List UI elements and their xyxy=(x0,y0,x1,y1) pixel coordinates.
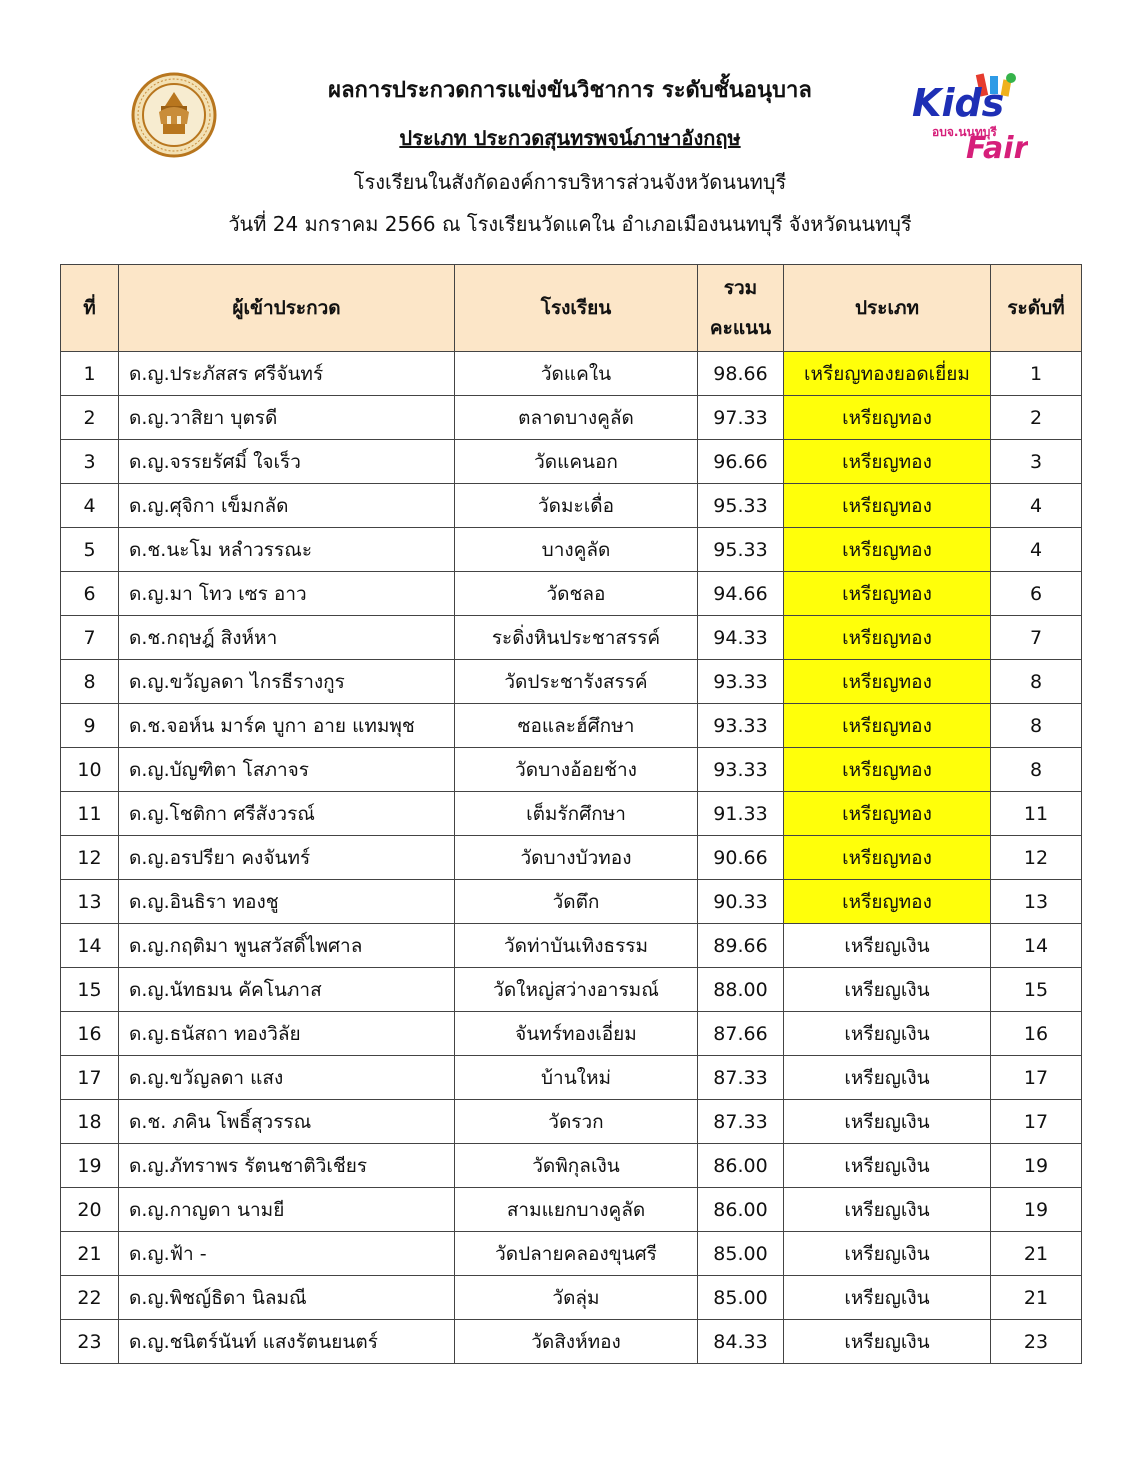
cell-score: 85.00 xyxy=(698,1232,784,1276)
cell-no: 9 xyxy=(61,704,119,748)
cell-score: 89.66 xyxy=(698,924,784,968)
table-row xyxy=(61,1276,1082,1320)
cell-score: 87.66 xyxy=(698,1012,784,1056)
cell-contestant-name: ด.ญ.นัทธมน คัคโนภาส xyxy=(119,968,455,1012)
cell-contestant-name: ด.ญ.กฤติมา พูนสวัสดิ์ไพศาล xyxy=(119,924,455,968)
cell-no: 13 xyxy=(61,880,119,924)
cell-award-type: เหรียญทอง xyxy=(784,792,991,836)
cell-no: 1 xyxy=(61,352,119,396)
cell-contestant-name: ด.ญ.ขวัญลดา แสง xyxy=(119,1056,455,1100)
cell-score: 91.33 xyxy=(698,792,784,836)
table-row xyxy=(61,1320,1082,1364)
cell-contestant-name: ด.ญ.อรปรียา คงจันทร์ xyxy=(119,836,455,880)
organization-line: โรงเรียนในสังกัดองค์การบริหารส่วนจังหวัดนนทบุรี xyxy=(353,170,787,194)
cell-school: บางคูลัด xyxy=(455,528,698,572)
cell-award-type: เหรียญทอง xyxy=(784,616,991,660)
cell-award-type: เหรียญทอง xyxy=(784,528,991,572)
cell-award-type: เหรียญทอง xyxy=(784,396,991,440)
cell-no: 8 xyxy=(61,660,119,704)
cell-rank: 8 xyxy=(991,704,1082,748)
table-row xyxy=(61,572,1082,616)
table-row xyxy=(61,836,1082,880)
col-header-no: ที่ xyxy=(61,265,119,352)
cell-award-type: เหรียญเงิน xyxy=(784,1012,991,1056)
kids-fair-logo xyxy=(908,66,1028,162)
cell-no: 22 xyxy=(61,1276,119,1320)
cell-no: 18 xyxy=(61,1100,119,1144)
cell-award-type: เหรียญทอง xyxy=(784,748,991,792)
cell-score: 96.66 xyxy=(698,440,784,484)
logo-sub-text: อบจ.นนทบุรี xyxy=(932,125,997,139)
cell-school: วัดแคใน xyxy=(455,352,698,396)
table-row xyxy=(61,440,1082,484)
cell-score: 93.33 xyxy=(698,704,784,748)
cell-no: 10 xyxy=(61,748,119,792)
cell-no: 14 xyxy=(61,924,119,968)
date-place-line: วันที่ 24 มกราคม 2566 ณ โรงเรียนวัดแคใน อำเภอเมืองนนทบุรี จังหวัดนนทบุรี xyxy=(228,212,912,236)
cell-contestant-name: ด.ญ.ประภัสสร ศรีจันทร์ xyxy=(119,352,455,396)
cell-score: 94.33 xyxy=(698,616,784,660)
cell-score: 93.33 xyxy=(698,748,784,792)
cell-award-type: เหรียญทอง xyxy=(784,440,991,484)
table-header-row xyxy=(61,265,1082,352)
cell-school: วัดรวก xyxy=(455,1100,698,1144)
cell-contestant-name: ด.ญ.ศุจิกา เข็มกลัด xyxy=(119,484,455,528)
cell-score: 87.33 xyxy=(698,1056,784,1100)
logo-kids-text: Kids xyxy=(912,81,1005,125)
cell-school: วัดใหญ่สว่างอารมณ์ xyxy=(455,968,698,1012)
cell-rank: 11 xyxy=(991,792,1082,836)
cell-no: 20 xyxy=(61,1188,119,1232)
document-title: ผลการประกวดการแข่งขันวิชาการ ระดับชั้นอนุบาล xyxy=(328,78,812,103)
cell-award-type: เหรียญทอง xyxy=(784,572,991,616)
table-row xyxy=(61,968,1082,1012)
col-header-score-line2: คะแนน xyxy=(709,317,772,339)
cell-award-type: เหรียญทอง xyxy=(784,880,991,924)
cell-school: ซอและฮ์ศึกษา xyxy=(455,704,698,748)
cell-award-type: เหรียญทอง xyxy=(784,660,991,704)
cell-no: 11 xyxy=(61,792,119,836)
col-header-score-line1: รวม xyxy=(723,277,758,299)
cell-rank: 16 xyxy=(991,1012,1082,1056)
cell-school: วัดบางบัวทอง xyxy=(455,836,698,880)
contest-category: ประเภท ประกวดสุนทรพจน์ภาษาอังกฤษ xyxy=(399,126,741,150)
table-row xyxy=(61,704,1082,748)
cell-school: สามแยกบางคูลัด xyxy=(455,1188,698,1232)
cell-school: วัดท่าบันเทิงธรรม xyxy=(455,924,698,968)
cell-score: 88.00 xyxy=(698,968,784,1012)
cell-award-type: เหรียญทอง xyxy=(784,836,991,880)
cell-no: 7 xyxy=(61,616,119,660)
cell-award-type: เหรียญเงิน xyxy=(784,1056,991,1100)
table-row xyxy=(61,792,1082,836)
cell-rank: 7 xyxy=(991,616,1082,660)
table-row xyxy=(61,1056,1082,1100)
table-row xyxy=(61,528,1082,572)
cell-contestant-name: ด.ญ.ขวัญลดา ไกรธีรางกูร xyxy=(119,660,455,704)
cell-no: 23 xyxy=(61,1320,119,1364)
cell-rank: 4 xyxy=(991,484,1082,528)
cell-school: วัดชลอ xyxy=(455,572,698,616)
cell-award-type: เหรียญเงิน xyxy=(784,1100,991,1144)
cell-contestant-name: ด.ญ.ฟ้า - xyxy=(119,1232,455,1276)
cell-rank: 2 xyxy=(991,396,1082,440)
cell-rank: 8 xyxy=(991,660,1082,704)
cell-award-type: เหรียญทอง xyxy=(784,484,991,528)
cell-score: 90.66 xyxy=(698,836,784,880)
cell-school: วัดประชารังสรรค์ xyxy=(455,660,698,704)
results-body xyxy=(61,352,1082,1364)
cell-no: 19 xyxy=(61,1144,119,1188)
cell-no: 5 xyxy=(61,528,119,572)
cell-score: 86.00 xyxy=(698,1144,784,1188)
cell-contestant-name: ด.ช.นะโม หลำวรรณะ xyxy=(119,528,455,572)
cell-school: ระดิ่งหินประชาสรรค์ xyxy=(455,616,698,660)
cell-contestant-name: ด.ญ.กาญดา นามยี xyxy=(119,1188,455,1232)
cell-school: วัดสิงห์ทอง xyxy=(455,1320,698,1364)
results-table xyxy=(60,264,1082,1364)
cell-contestant-name: ด.ญ.บัญฑิตา โสภาจร xyxy=(119,748,455,792)
cell-no: 12 xyxy=(61,836,119,880)
cell-school: วัดปลายคลองขุนศรี xyxy=(455,1232,698,1276)
table-row xyxy=(61,484,1082,528)
cell-no: 17 xyxy=(61,1056,119,1100)
cell-school: บ้านใหม่ xyxy=(455,1056,698,1100)
cell-rank: 19 xyxy=(991,1144,1082,1188)
cell-rank: 6 xyxy=(991,572,1082,616)
cell-no: 16 xyxy=(61,1012,119,1056)
cell-score: 86.00 xyxy=(698,1188,784,1232)
cell-rank: 4 xyxy=(991,528,1082,572)
cell-no: 4 xyxy=(61,484,119,528)
cell-contestant-name: ด.ญ.จรรยรัศมิ์ ใจเร็ว xyxy=(119,440,455,484)
cell-rank: 14 xyxy=(991,924,1082,968)
cell-score: 87.33 xyxy=(698,1100,784,1144)
cell-contestant-name: ด.ญ.อินธิรา ทองชู xyxy=(119,880,455,924)
table-row xyxy=(61,616,1082,660)
cell-no: 3 xyxy=(61,440,119,484)
table-row xyxy=(61,1144,1082,1188)
document-header xyxy=(0,0,1126,260)
cell-award-type: เหรียญเงิน xyxy=(784,1188,991,1232)
cell-contestant-name: ด.ญ.ภัทราพร รัตนชาติวิเชียร xyxy=(119,1144,455,1188)
cell-contestant-name: ด.ญ.ชนิตร์นันท์ แสงรัตนยนตร์ xyxy=(119,1320,455,1364)
cell-rank: 15 xyxy=(991,968,1082,1012)
cell-contestant-name: ด.ช.จอห์น มาร์ค บูกา อาย แทมพุช xyxy=(119,704,455,748)
table-row xyxy=(61,396,1082,440)
cell-no: 15 xyxy=(61,968,119,1012)
cell-rank: 21 xyxy=(991,1232,1082,1276)
table-row xyxy=(61,660,1082,704)
cell-school: ตลาดบางคูลัด xyxy=(455,396,698,440)
cell-contestant-name: ด.ช. ภคิน โพธิ์สุวรรณ xyxy=(119,1100,455,1144)
cell-rank: 3 xyxy=(991,440,1082,484)
col-header-type: ประเภท xyxy=(784,265,991,352)
col-header-rank: ระดับที่ xyxy=(991,265,1082,352)
cell-rank: 17 xyxy=(991,1056,1082,1100)
cell-award-type: เหรียญเงิน xyxy=(784,1320,991,1364)
cell-rank: 1 xyxy=(991,352,1082,396)
table-row xyxy=(61,1012,1082,1056)
cell-award-type: เหรียญเงิน xyxy=(784,1276,991,1320)
cell-no: 6 xyxy=(61,572,119,616)
table-row xyxy=(61,924,1082,968)
cell-school: วัดมะเดื่อ xyxy=(455,484,698,528)
logo-fair-text: Fair xyxy=(966,131,1028,162)
cell-contestant-name: ด.ญ.วาสิยา บุตรดี xyxy=(119,396,455,440)
cell-score: 98.66 xyxy=(698,352,784,396)
cell-award-type: เหรียญทองยอดเยี่ยม xyxy=(784,352,991,396)
cell-contestant-name: ด.ญ.มา โทว เซร อาว xyxy=(119,572,455,616)
cell-school: จันทร์ทองเอี่ยม xyxy=(455,1012,698,1056)
cell-no: 2 xyxy=(61,396,119,440)
cell-school: วัดพิกุลเงิน xyxy=(455,1144,698,1188)
cell-rank: 13 xyxy=(991,880,1082,924)
table-row xyxy=(61,352,1082,396)
cell-score: 95.33 xyxy=(698,528,784,572)
cell-no: 21 xyxy=(61,1232,119,1276)
cell-award-type: เหรียญเงิน xyxy=(784,1144,991,1188)
cell-award-type: เหรียญเงิน xyxy=(784,1232,991,1276)
cell-rank: 8 xyxy=(991,748,1082,792)
col-header-name: ผู้เข้าประกวด xyxy=(119,265,455,352)
table-row xyxy=(61,1232,1082,1276)
cell-school: วัดลุ่ม xyxy=(455,1276,698,1320)
cell-school: วัดตึก xyxy=(455,880,698,924)
table-row xyxy=(61,748,1082,792)
cell-contestant-name: ด.ญ.พิชญ์ธิดา นิลมณี xyxy=(119,1276,455,1320)
cell-score: 85.00 xyxy=(698,1276,784,1320)
cell-rank: 21 xyxy=(991,1276,1082,1320)
cell-contestant-name: ด.ญ.โชติกา ศรีสังวรณ์ xyxy=(119,792,455,836)
cell-score: 90.33 xyxy=(698,880,784,924)
cell-award-type: เหรียญเงิน xyxy=(784,924,991,968)
table-row xyxy=(61,1188,1082,1232)
cell-rank: 17 xyxy=(991,1100,1082,1144)
cell-school: วัดบางอ้อยช้าง xyxy=(455,748,698,792)
cell-score: 93.33 xyxy=(698,660,784,704)
cell-score: 95.33 xyxy=(698,484,784,528)
cell-school: วัดแคนอก xyxy=(455,440,698,484)
cell-award-type: เหรียญทอง xyxy=(784,704,991,748)
col-header-school: โรงเรียน xyxy=(455,265,698,352)
table-row xyxy=(61,880,1082,924)
cell-rank: 12 xyxy=(991,836,1082,880)
cell-score: 84.33 xyxy=(698,1320,784,1364)
cell-award-type: เหรียญเงิน xyxy=(784,968,991,1012)
cell-score: 97.33 xyxy=(698,396,784,440)
col-header-score xyxy=(698,265,784,352)
cell-rank: 19 xyxy=(991,1188,1082,1232)
cell-school: เต็มรักศึกษา xyxy=(455,792,698,836)
table-row xyxy=(61,1100,1082,1144)
cell-rank: 23 xyxy=(991,1320,1082,1364)
cell-score: 94.66 xyxy=(698,572,784,616)
cell-contestant-name: ด.ญ.ธนัสถา ทองวิลัย xyxy=(119,1012,455,1056)
cell-contestant-name: ด.ช.กฤษฎ์ สิงห์หา xyxy=(119,616,455,660)
